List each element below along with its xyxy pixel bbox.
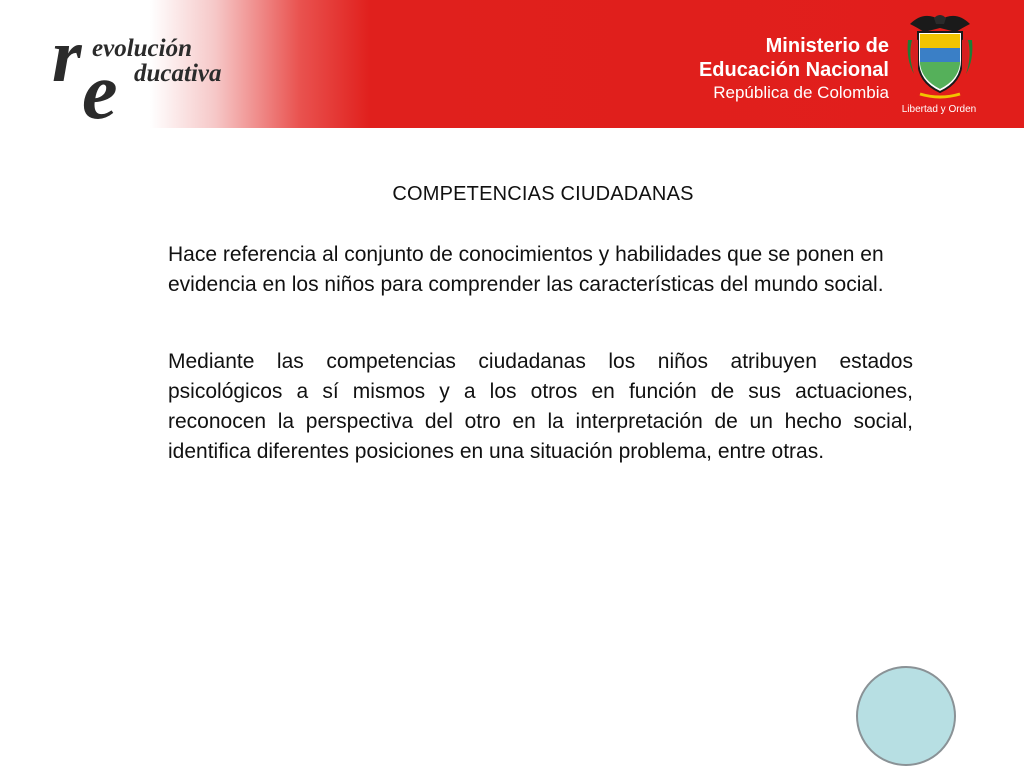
logo-letter-r: r bbox=[52, 14, 82, 98]
paragraph-description: Mediante las competencias ciudadanas los niños atribuyen estados psicológicos a sí mismos y a los otros en función de sus actuaciones, reconocen la perspectiva del otro en la interpretación de un hecho social, identifica diferentes posiciones en una situación problema, entre otras. bbox=[168, 350, 913, 463]
logo-letter-e: e bbox=[82, 48, 118, 136]
crest-caption: Libertad y Orden bbox=[901, 104, 977, 115]
slide-title: COMPETENCIAS CIUDADANAS bbox=[392, 183, 694, 205]
circle-action-button[interactable] bbox=[856, 666, 956, 766]
coat-of-arms-icon bbox=[904, 10, 976, 100]
colombia-crest bbox=[896, 10, 982, 122]
header-banner bbox=[0, 0, 1024, 136]
ministry-line-2: Educación Nacional bbox=[698, 59, 889, 81]
paragraph-definition: Hace referencia al conjunto de conocimientos y habilidades que se ponen en evidencia en los niños para comprender las características del mundo social. bbox=[168, 243, 884, 296]
logo-text-educativa: ducativa bbox=[134, 60, 222, 87]
ministry-line-3: República de Colombia bbox=[713, 83, 889, 102]
revolucion-educativa-logo bbox=[52, 14, 262, 136]
logo-text-revolucion: evolución bbox=[92, 35, 192, 62]
ministry-name bbox=[699, 34, 889, 104]
ministry-line-1: Ministerio de bbox=[765, 35, 889, 57]
